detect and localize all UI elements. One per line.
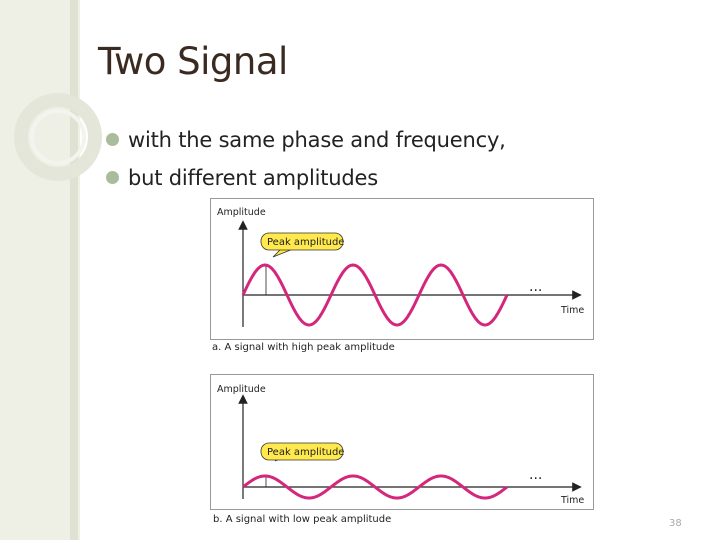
bullet-item: [106, 159, 506, 197]
callout-label: Peak amplitude: [267, 237, 345, 248]
continuation-ellipsis: ...: [529, 279, 543, 295]
figure-panel-low-amplitude: [210, 374, 594, 510]
bullet-text: with the same phase and frequency,: [128, 128, 506, 152]
bullet-dot-icon: [106, 133, 119, 146]
continuation-ellipsis: ...: [529, 467, 543, 483]
slide-title: Two Signal: [98, 40, 288, 83]
bullet-dot-icon: [106, 171, 119, 184]
bullet-list: [106, 121, 506, 197]
callout-label: Peak amplitude: [267, 447, 345, 458]
high-amplitude-diagram: [211, 199, 593, 339]
figure-caption-b: b. A signal with low peak amplitude: [213, 514, 392, 525]
page-number: 38: [669, 518, 682, 529]
bullet-item: [106, 121, 506, 159]
y-axis-label: Amplitude: [217, 207, 266, 218]
decorative-ring: [0, 0, 120, 220]
x-axis-label: Time: [561, 495, 585, 506]
bullet-text: but different amplitudes: [128, 166, 378, 190]
low-amplitude-diagram: [211, 375, 593, 509]
y-axis-label: Amplitude: [217, 384, 266, 395]
figure-panel-high-amplitude: [210, 198, 594, 340]
figure-caption-a: a. A signal with high peak amplitude: [212, 342, 395, 353]
x-axis-label: Time: [561, 305, 585, 316]
